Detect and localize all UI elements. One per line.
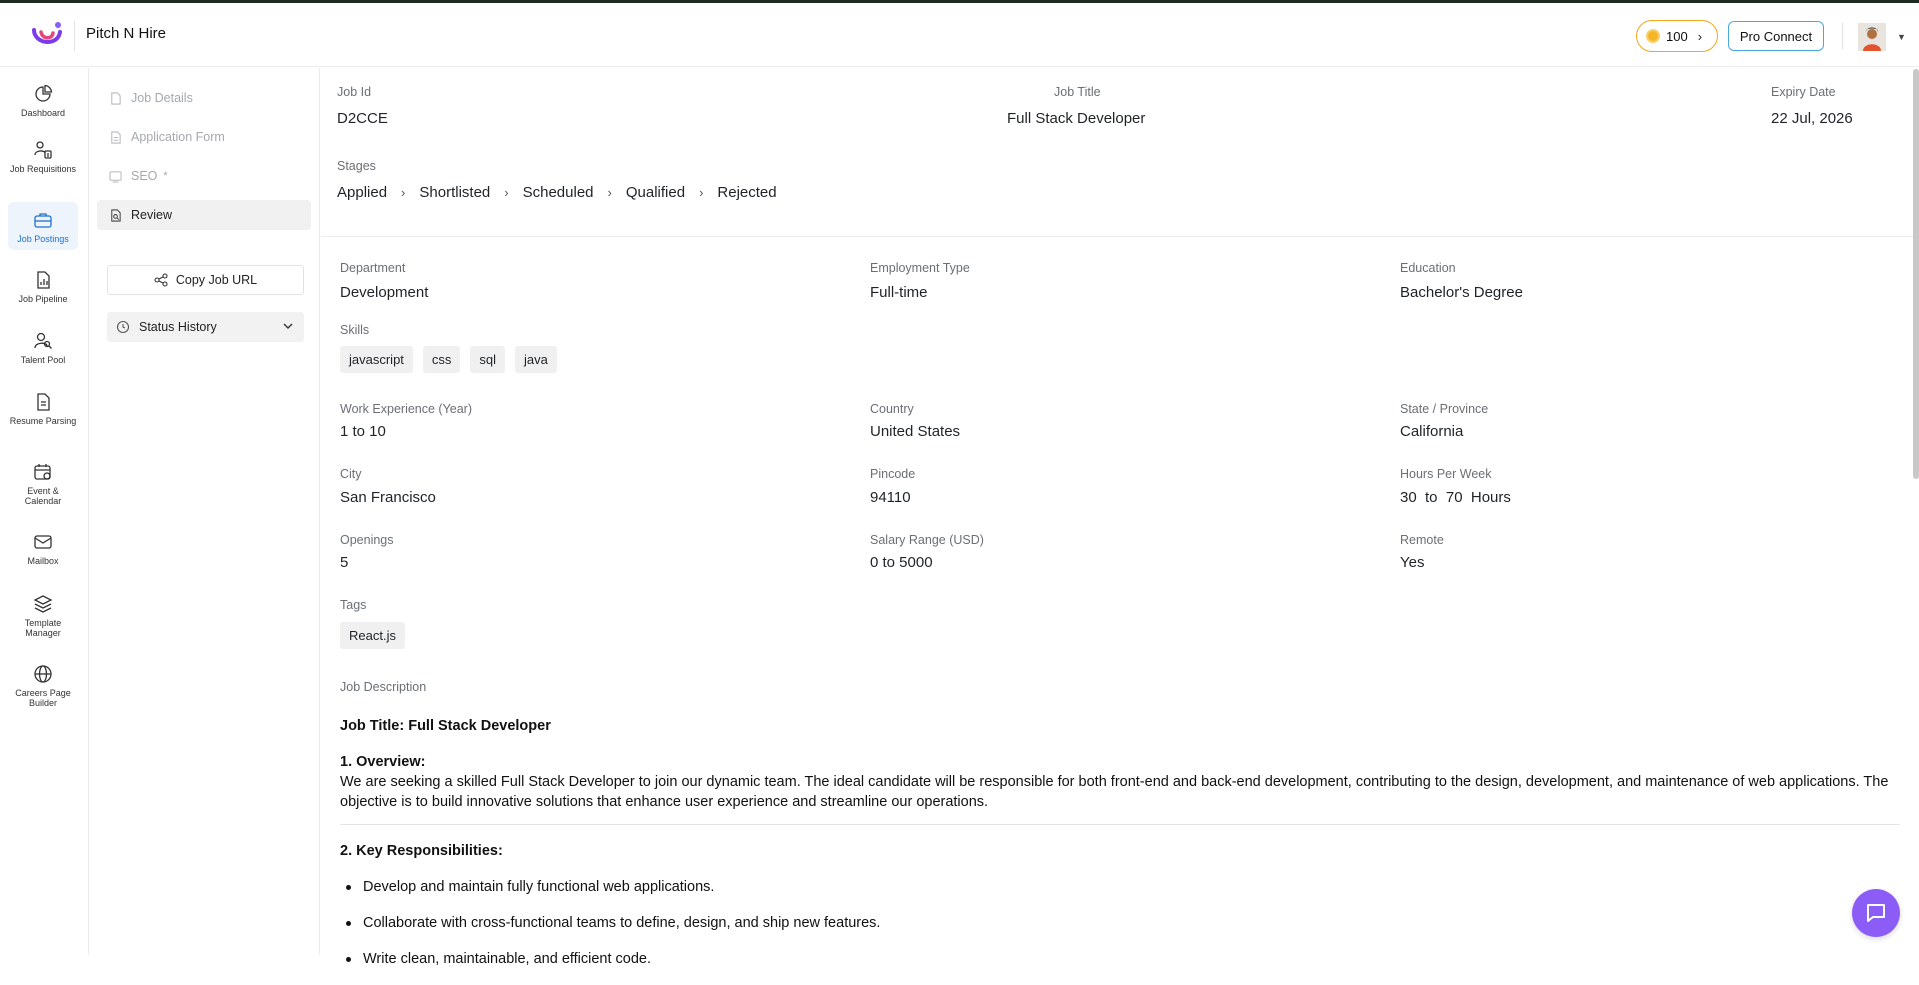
globe-icon bbox=[33, 664, 53, 684]
pipeline-icon bbox=[33, 270, 53, 290]
caret-down-icon[interactable]: ▼ bbox=[1897, 32, 1906, 42]
city-label: City bbox=[340, 467, 362, 481]
remote-label: Remote bbox=[1400, 533, 1444, 547]
hours-per-week-label: Hours Per Week bbox=[1400, 467, 1492, 481]
copy-job-url-label: Copy Job URL bbox=[175, 273, 258, 287]
skills-label: Skills bbox=[340, 323, 370, 337]
job-title-label: Job Title bbox=[1054, 85, 1101, 99]
salary-range-value: 0 to 5000 bbox=[870, 554, 933, 571]
nav-template-manager-label: Template Manager bbox=[24, 618, 62, 638]
document-icon bbox=[109, 92, 122, 105]
education-label: Education bbox=[1400, 261, 1456, 275]
skill-chip: css bbox=[423, 346, 461, 373]
stage-item: Rejected bbox=[717, 184, 777, 201]
coins-button[interactable] bbox=[1636, 20, 1718, 52]
salary-range-label: Salary Range (USD) bbox=[870, 533, 984, 547]
chevron-right-icon: › bbox=[401, 185, 406, 200]
openings-value: 5 bbox=[340, 554, 349, 571]
nav-talent-pool-label: Talent Pool bbox=[20, 355, 66, 365]
description-divider bbox=[340, 824, 1900, 825]
nav-dashboard[interactable] bbox=[8, 84, 78, 124]
openings-label: Openings bbox=[340, 533, 394, 547]
employment-type-label: Employment Type bbox=[870, 261, 970, 275]
copy-job-url-button[interactable] bbox=[107, 265, 304, 295]
status-history-toggle[interactable] bbox=[107, 312, 304, 342]
list-item: Develop and maintain fully functional web applications. bbox=[340, 877, 1900, 897]
overview-heading: 1. Overview: bbox=[340, 754, 426, 770]
job-title-value: Full Stack Developer bbox=[1007, 110, 1146, 127]
chevron-right-icon: › bbox=[699, 185, 704, 200]
nav-job-requisitions[interactable] bbox=[8, 140, 78, 192]
nav-resume-parsing-label: Resume Parsing bbox=[9, 416, 77, 426]
department-value: Development bbox=[340, 284, 429, 301]
subnav-job-details[interactable] bbox=[97, 83, 311, 113]
chat-icon bbox=[1864, 901, 1888, 925]
hours-per-week-value: 30 to 70 Hours bbox=[1400, 489, 1511, 506]
job-description-content bbox=[340, 716, 1900, 985]
overview-text: We are seeking a skilled Full Stack Developer to join our dynamic team. The ideal candidate will be responsible for both front-end and back-end development, contributing to the design, development, and maintenance of web applications. The objective is to build innovative solutions that enhance user experience and streamline our operations. bbox=[340, 774, 1889, 810]
description-title: Job Title: Full Stack Developer bbox=[340, 718, 551, 734]
skill-chip: javascript bbox=[340, 346, 413, 373]
dashboard-icon bbox=[33, 84, 53, 104]
country-value: United States bbox=[870, 423, 961, 440]
seo-required-marker: * bbox=[163, 170, 168, 182]
chevron-right-icon: › bbox=[607, 185, 612, 200]
nav-dashboard-label: Dashboard bbox=[20, 108, 66, 118]
nav-event-calendar-label: Event & Calendar bbox=[24, 486, 62, 506]
employment-type-value: Full-time bbox=[870, 284, 928, 301]
nav-template-manager[interactable] bbox=[8, 594, 78, 646]
subnav-review[interactable] bbox=[97, 200, 311, 230]
chevron-right-icon: › bbox=[1697, 28, 1703, 44]
stages-label: Stages bbox=[337, 159, 376, 173]
job-id-value: D2CCE bbox=[337, 110, 388, 127]
subnav-job-details-label: Job Details bbox=[131, 91, 193, 105]
subnav-seo[interactable] bbox=[97, 161, 311, 191]
header-separator bbox=[1842, 23, 1843, 49]
city-value: San Francisco bbox=[340, 489, 436, 506]
list-item: Collaborate with cross-functional teams to define, design, and ship new features. bbox=[340, 913, 1900, 933]
section-divider bbox=[321, 236, 1919, 237]
pitch-n-hire-logo-icon[interactable] bbox=[30, 20, 66, 50]
pincode-value: 94110 bbox=[870, 489, 911, 506]
job-review-panel bbox=[321, 68, 1919, 967]
top-header bbox=[0, 3, 1919, 67]
chevron-down-icon bbox=[282, 320, 294, 332]
job-requisitions-icon bbox=[33, 140, 53, 160]
nav-job-requisitions-label: Job Requisitions bbox=[9, 164, 77, 174]
stage-item: Qualified bbox=[625, 184, 686, 201]
pincode-label: Pincode bbox=[870, 467, 916, 481]
calendar-icon bbox=[33, 462, 53, 482]
mail-icon bbox=[33, 532, 53, 552]
subnav-seo-label: SEO bbox=[131, 169, 158, 183]
coin-icon bbox=[1646, 29, 1660, 43]
clock-icon bbox=[116, 320, 130, 334]
chevron-right-icon: › bbox=[504, 185, 509, 200]
nav-careers-page-builder-label: Careers Page Builder bbox=[15, 688, 71, 708]
briefcase-icon bbox=[33, 210, 53, 230]
tag-chip: React.js bbox=[340, 622, 405, 649]
stage-item: Shortlisted bbox=[419, 184, 491, 201]
list-item: Write clean, maintainable, and efficient code. bbox=[340, 949, 1900, 969]
stage-item: Scheduled bbox=[522, 184, 594, 201]
form-icon bbox=[109, 131, 122, 144]
education-value: Bachelor's Degree bbox=[1400, 284, 1523, 301]
nav-resume-parsing[interactable] bbox=[8, 392, 78, 444]
review-icon bbox=[109, 209, 122, 222]
pro-connect-button[interactable]: Pro Connect bbox=[1728, 21, 1824, 51]
nav-careers-page-builder[interactable] bbox=[8, 664, 78, 716]
state-value: California bbox=[1400, 423, 1464, 440]
nav-talent-pool[interactable] bbox=[8, 331, 78, 373]
resume-icon bbox=[33, 392, 53, 412]
avatar-image-icon bbox=[1858, 23, 1886, 51]
skill-chip: java bbox=[515, 346, 557, 373]
subnav-application-form[interactable] bbox=[97, 122, 311, 152]
header-divider bbox=[74, 21, 75, 51]
stage-item: Applied bbox=[337, 184, 388, 201]
layers-icon bbox=[33, 594, 53, 614]
talent-pool-icon bbox=[33, 331, 53, 351]
responsibilities-list bbox=[340, 877, 1900, 969]
skills-list bbox=[340, 346, 567, 373]
stages-list bbox=[337, 184, 777, 201]
tags-list bbox=[340, 622, 415, 649]
left-navigation bbox=[0, 68, 89, 955]
expiry-date-value: 22 Jul, 2026 bbox=[1771, 110, 1853, 127]
share-icon bbox=[154, 273, 168, 287]
status-history-label: Status History bbox=[139, 320, 217, 334]
job-description-label: Job Description bbox=[340, 680, 427, 694]
expiry-date-label: Expiry Date bbox=[1771, 85, 1836, 99]
tags-label: Tags bbox=[340, 598, 367, 612]
responsibilities-heading: 2. Key Responsibilities: bbox=[340, 843, 503, 859]
state-label: State / Province bbox=[1400, 402, 1489, 416]
job-sub-navigation bbox=[89, 68, 320, 955]
nav-job-postings-label: Job Postings bbox=[17, 234, 69, 244]
nav-job-pipeline[interactable] bbox=[8, 270, 78, 312]
remote-value: Yes bbox=[1400, 554, 1425, 571]
job-id-label: Job Id bbox=[337, 85, 372, 99]
chat-button[interactable] bbox=[1852, 889, 1900, 937]
nav-mailbox[interactable] bbox=[8, 532, 78, 574]
nav-job-pipeline-label: Job Pipeline bbox=[18, 294, 68, 304]
nav-mailbox-label: Mailbox bbox=[27, 556, 59, 566]
user-avatar[interactable] bbox=[1858, 23, 1886, 51]
skill-chip: sql bbox=[470, 346, 505, 373]
country-label: Country bbox=[870, 402, 914, 416]
coins-count: 100 bbox=[1666, 28, 1688, 44]
nav-event-calendar[interactable] bbox=[8, 462, 78, 514]
subnav-review-label: Review bbox=[131, 208, 172, 222]
department-label: Department bbox=[340, 261, 406, 275]
page-scrollbar[interactable] bbox=[1913, 69, 1919, 479]
work-experience-value: 1 to 10 bbox=[340, 423, 386, 440]
nav-job-postings[interactable] bbox=[8, 202, 78, 250]
work-experience-label: Work Experience (Year) bbox=[340, 402, 473, 416]
subnav-application-form-label: Application Form bbox=[131, 130, 225, 144]
brand-name: Pitch N Hire bbox=[86, 25, 167, 42]
seo-icon bbox=[109, 170, 122, 183]
